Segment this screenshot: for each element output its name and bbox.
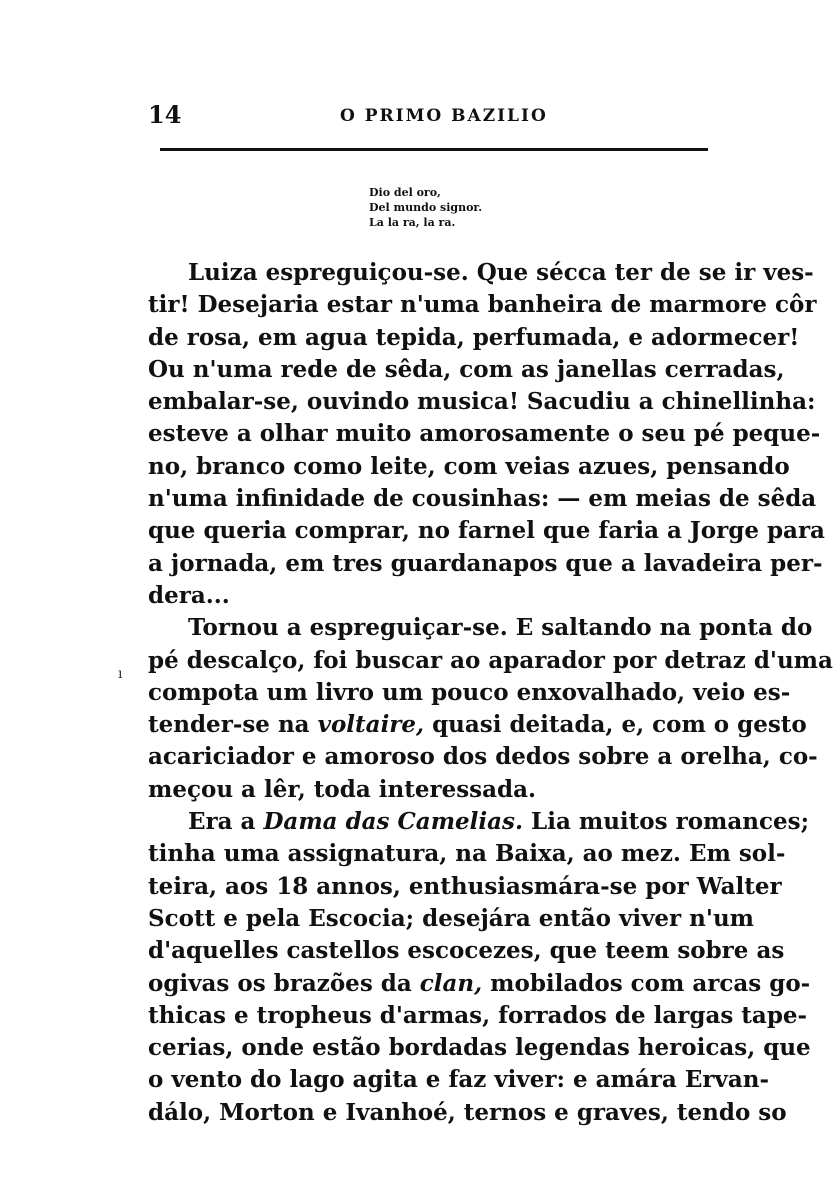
- text-line: que queria comprar, no farnel que faria a Jorge para: [148, 517, 825, 545]
- header-rule: [160, 148, 708, 151]
- text-line: de rosa, em agua tepida, perfumada, e adormecer!: [148, 323, 800, 351]
- text-line: dera...: [148, 581, 230, 609]
- text-line: Ou n'uma rede de sêda, com as janellas cerradas,: [148, 355, 785, 383]
- text-run: Era a: [188, 808, 264, 836]
- text-line: Scott e pela Escocia; desejára então viver n'um: [148, 904, 755, 932]
- text-line: tinha uma assignatura, na Baixa, ao mez. Em sol-: [148, 840, 786, 868]
- text-run: ogivas os brazões da: [148, 969, 420, 997]
- text-line: compota um livro um pouco enxovalhado, veio es-: [148, 678, 791, 706]
- running-title: O PRIMO BAZILIO: [340, 106, 548, 126]
- text-line: [148, 806, 810, 838]
- text-line: embalar-se, ouvindo musica! Sacudiu a chinellinha:: [148, 388, 816, 416]
- text-line: d'aquelles castellos escocezes, que teem sobre as: [148, 937, 785, 965]
- text-line: [148, 709, 807, 741]
- text-line: pé descalço, foi buscar ao aparador por detraz d'uma: [148, 646, 833, 674]
- text-line: o vento do lago agita e faz viver: e amára Ervan-: [148, 1066, 770, 1094]
- text-run: tender-se na: [148, 711, 318, 739]
- verse-line: Dio del oro,: [369, 186, 441, 199]
- verse-line: La la ra, la ra.: [369, 216, 456, 229]
- text-line: cerias, onde estão bordadas legendas heroicas, que: [148, 1034, 811, 1062]
- text-line: n'uma infinidade de cousinhas: — em meias de sêda: [148, 485, 817, 513]
- body-text: [148, 257, 833, 1129]
- text-line: no, branco como leite, com veias azues, pensando: [148, 452, 790, 480]
- verse-line: Del mundo signor.: [369, 201, 483, 214]
- text-line: [148, 968, 811, 1000]
- text-line: acariciador e amoroso dos dedos sobre a orelha, co-: [148, 743, 818, 771]
- text-line: meçou a lêr, toda interessada.: [148, 775, 537, 803]
- italic-term: voltaire,: [317, 711, 425, 739]
- text-line: tir! Desejaria estar n'uma banheira de marmore côr: [148, 291, 817, 319]
- text-line: a jornada, em tres guardanapos que a lavadeira per-: [148, 549, 823, 577]
- text-line: teira, aos 18 annos, enthusiasmára-se por Walter: [148, 872, 782, 900]
- italic-title: Dama das Camelias.: [263, 808, 524, 836]
- text-line: Tornou a espreguiçar-se. E saltando na ponta do: [188, 614, 813, 642]
- text-run: quasi deitada, e, com o gesto: [424, 711, 807, 739]
- page-number: 14: [148, 100, 182, 129]
- italic-term: clan,: [419, 969, 483, 997]
- text-line: esteve a olhar muito amorosamente o seu pé peque-: [148, 420, 821, 448]
- stray-mark: ı: [118, 666, 123, 682]
- verse-epigraph: [369, 185, 482, 230]
- text-run: Lia muitos romances;: [523, 808, 810, 836]
- text-line: dálo, Morton e Ivanhoé, ternos e graves, tendo so: [148, 1098, 787, 1126]
- text-run: mobilados com arcas go-: [482, 969, 811, 997]
- text-line: Luiza espreguiçou-se. Que sécca ter de se ir ves-: [188, 259, 814, 286]
- text-line: thicas e tropheus d'armas, forrados de largas tape-: [148, 1001, 808, 1029]
